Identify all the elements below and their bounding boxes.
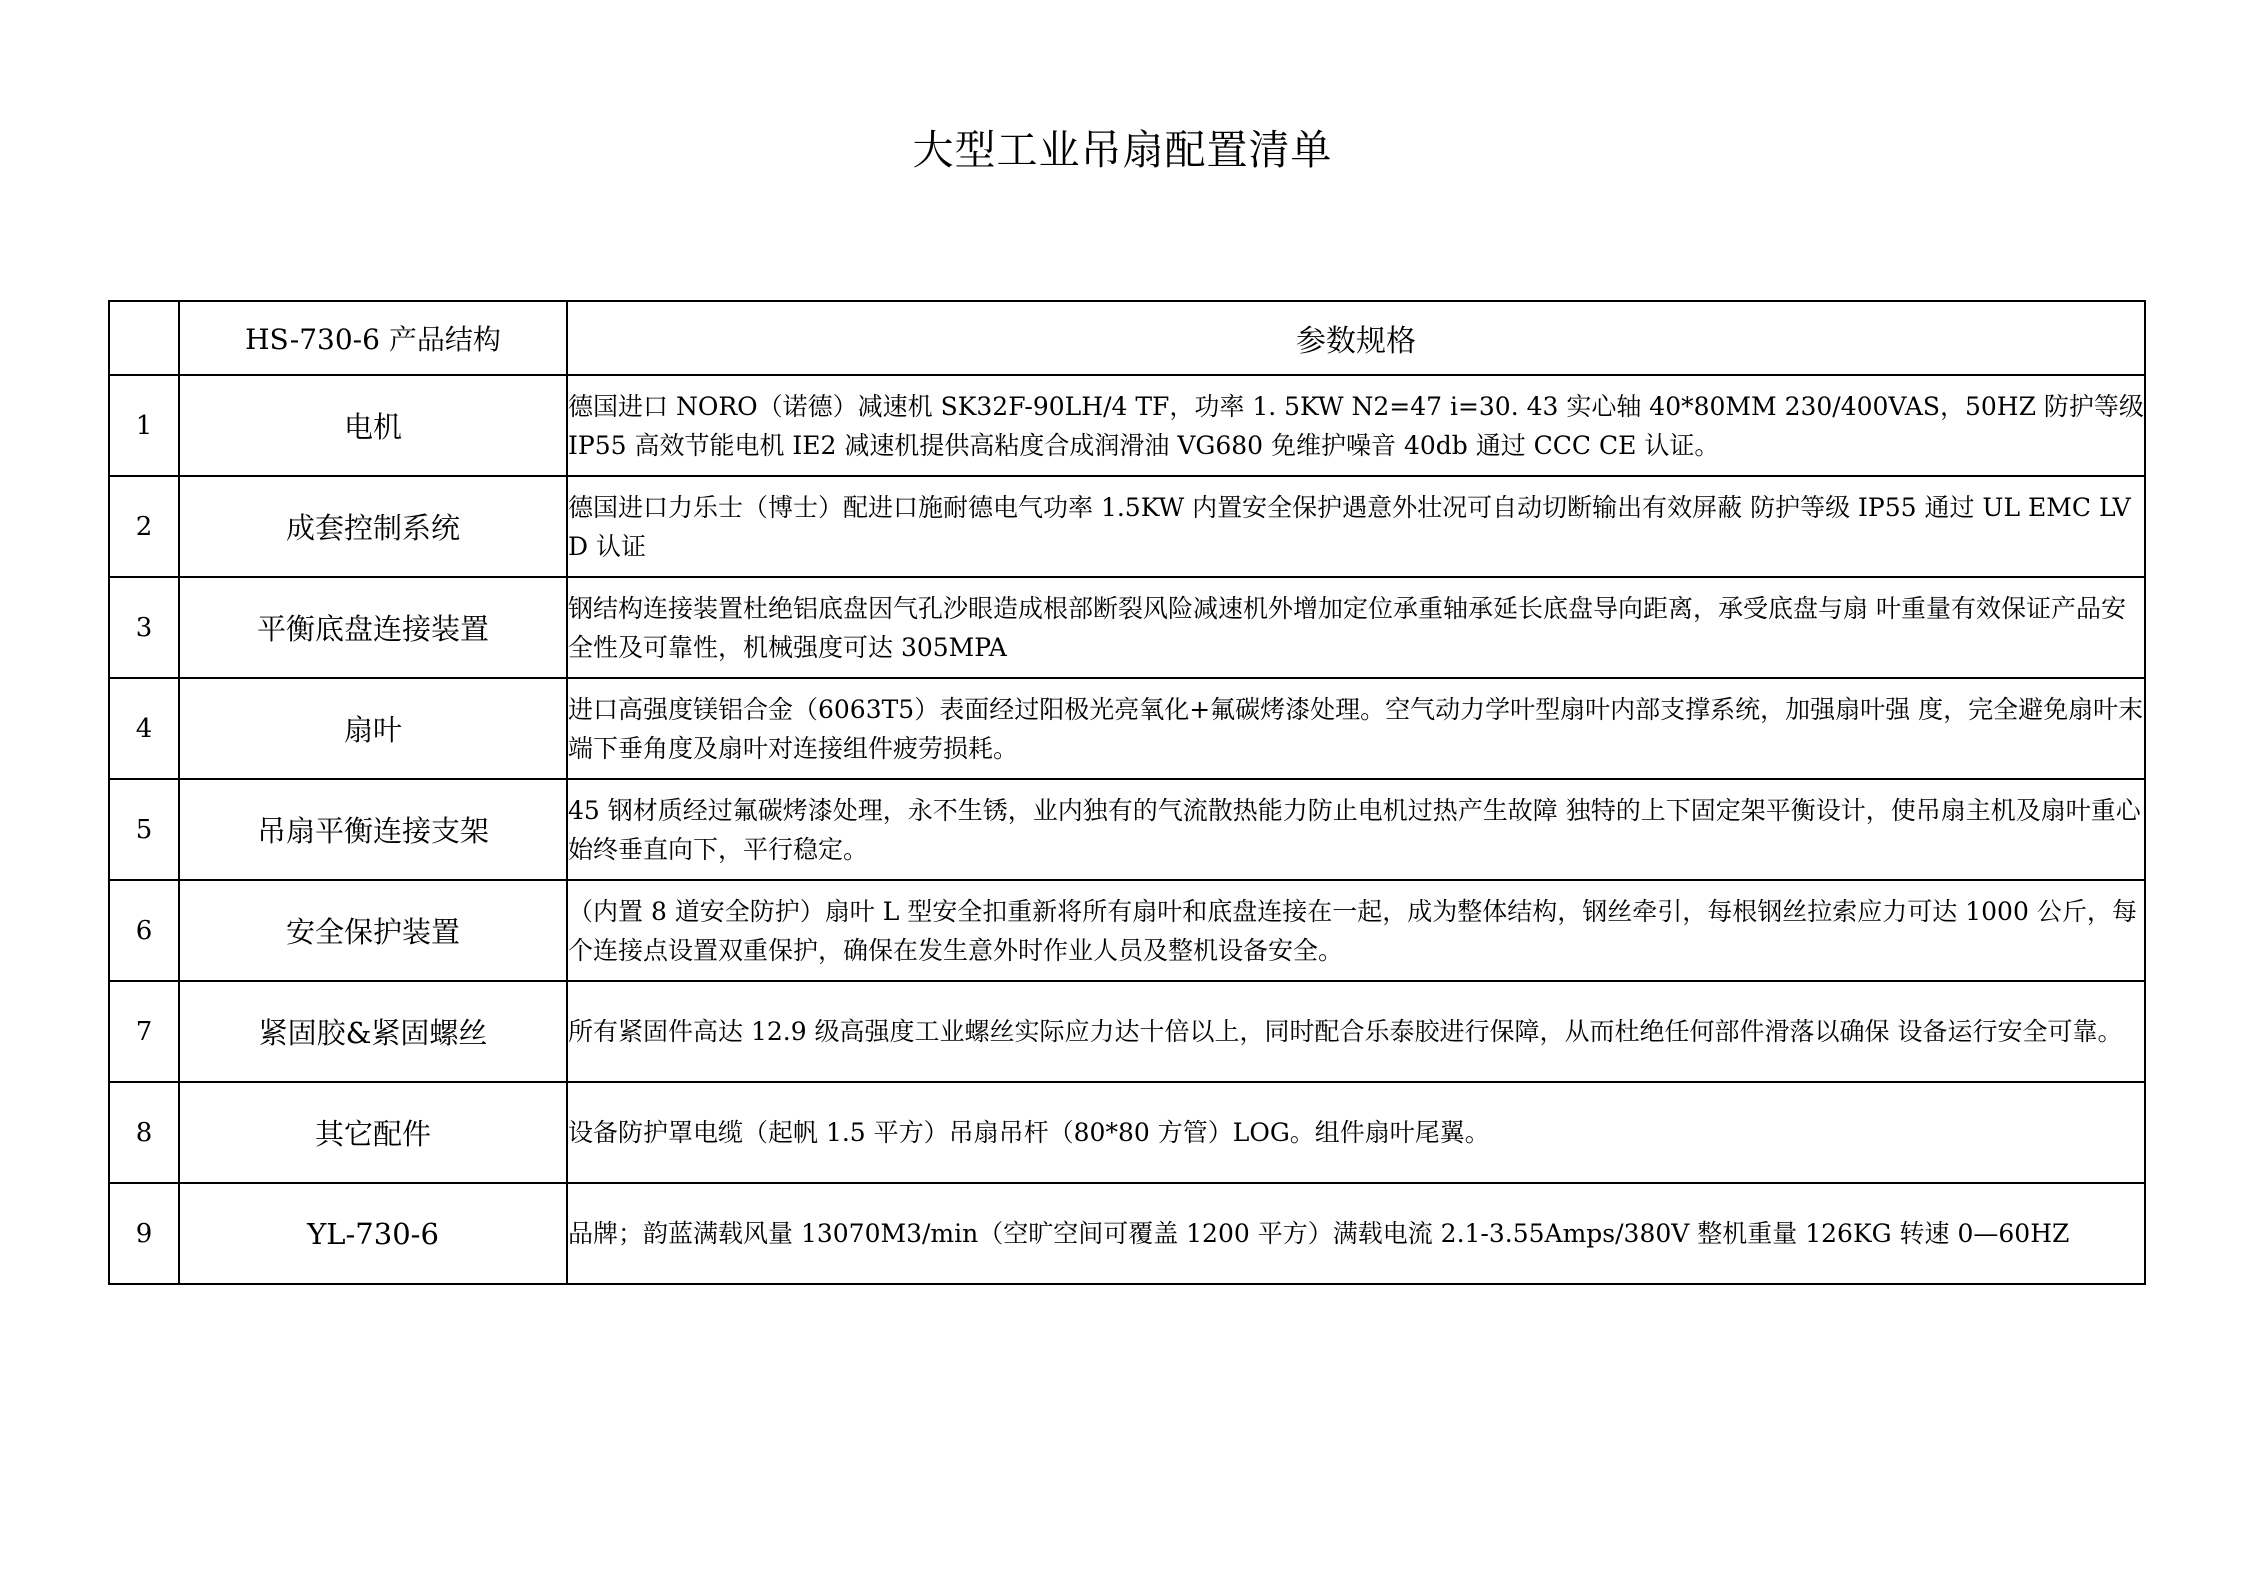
row-number: 5 xyxy=(109,779,179,880)
component-name: YL-730-6 xyxy=(179,1183,567,1284)
row-number: 8 xyxy=(109,1082,179,1183)
component-name: 安全保护装置 xyxy=(179,880,567,981)
component-name: 扇叶 xyxy=(179,678,567,779)
component-spec: 德国进口 NORO（诺德）减速机 SK32F-90LH/4 TF，功率 1. 5KW N2=47 i=30. 43 实心轴 40*80MM 230/400VAS，50HZ 防护等级 IP55 高效节能电机 IE2 减速机提供高粘度合成润滑油 VG680 免维护噪音 40db 通过 CCC CE 认证。 xyxy=(567,375,2145,476)
header-structure: HS-730-6 产品结构 xyxy=(179,301,567,375)
config-table xyxy=(108,300,2146,1285)
table-row xyxy=(109,375,2145,476)
row-number: 7 xyxy=(109,981,179,1082)
row-number: 4 xyxy=(109,678,179,779)
header-spec: 参数规格 xyxy=(567,301,2145,375)
header-no xyxy=(109,301,179,375)
component-spec: 设备防护罩电缆（起帆 1.5 平方）吊扇吊杆（80*80 方管）LOG。组件扇叶尾翼。 xyxy=(567,1082,2145,1183)
table-row xyxy=(109,678,2145,779)
component-spec: 所有紧固件高达 12.9 级高强度工业螺丝实际应力达十倍以上，同时配合乐泰胶进行保障，从而杜绝任何部件滑落以确保 设备运行安全可靠。 xyxy=(567,981,2145,1082)
row-number: 9 xyxy=(109,1183,179,1284)
table-row xyxy=(109,981,2145,1082)
component-name: 成套控制系统 xyxy=(179,476,567,577)
component-name: 吊扇平衡连接支架 xyxy=(179,779,567,880)
page-title: 大型工业吊扇配置清单 xyxy=(912,126,1333,174)
row-number: 3 xyxy=(109,577,179,678)
component-spec: 进口高强度镁铝合金（6063T5）表面经过阳极光亮氧化+氟碳烤漆处理。空气动力学叶型扇叶内部支撑系统，加强扇叶强 度，完全避免扇叶末端下垂角度及扇叶对连接组件疲劳损耗。 xyxy=(567,678,2145,779)
component-spec: （内置 8 道安全防护）扇叶 L 型安全扣重新将所有扇叶和底盘连接在一起，成为整体结构，钢丝牵引，每根钢丝拉索应力可达 1000 公斤，每个连接点设置双重保护，确保在发生意外时作业人员及整机设备安全。 xyxy=(567,880,2145,981)
component-name: 平衡底盘连接装置 xyxy=(179,577,567,678)
table-row xyxy=(109,1183,2145,1284)
row-number: 6 xyxy=(109,880,179,981)
row-number: 2 xyxy=(109,476,179,577)
component-spec: 德国进口力乐士（博士）配进口施耐德电气功率 1.5KW 内置安全保护遇意外壮况可自动切断输出有效屏蔽 防护等级 IP55 通过 UL EMC LVD 认证 xyxy=(567,476,2145,577)
component-spec: 45 钢材质经过氟碳烤漆处理，永不生锈，业内独有的气流散热能力防止电机过热产生故障 独特的上下固定架平衡设计，使吊扇主机及扇叶重心始终垂直向下，平行稳定。 xyxy=(567,779,2145,880)
table-row xyxy=(109,1082,2145,1183)
component-name: 电机 xyxy=(179,375,567,476)
table-row xyxy=(109,577,2145,678)
component-name: 紧固胶&紧固螺丝 xyxy=(179,981,567,1082)
row-number: 1 xyxy=(109,375,179,476)
component-spec: 钢结构连接装置杜绝铝底盘因气孔沙眼造成根部断裂风险减速机外增加定位承重轴承延长底盘导向距离，承受底盘与扇 叶重量有效保证产品安全性及可靠性，机械强度可达 305MPA xyxy=(567,577,2145,678)
table-row xyxy=(109,779,2145,880)
component-spec: 品牌；韵蓝满载风量 13070M3/min（空旷空间可覆盖 1200 平方）满载电流 2.1-3.55Amps/380V 整机重量 126KG 转速 0—60HZ xyxy=(567,1183,2145,1284)
table-row xyxy=(109,880,2145,981)
table-header-row xyxy=(109,301,2145,375)
component-name: 其它配件 xyxy=(179,1082,567,1183)
table-row xyxy=(109,476,2145,577)
